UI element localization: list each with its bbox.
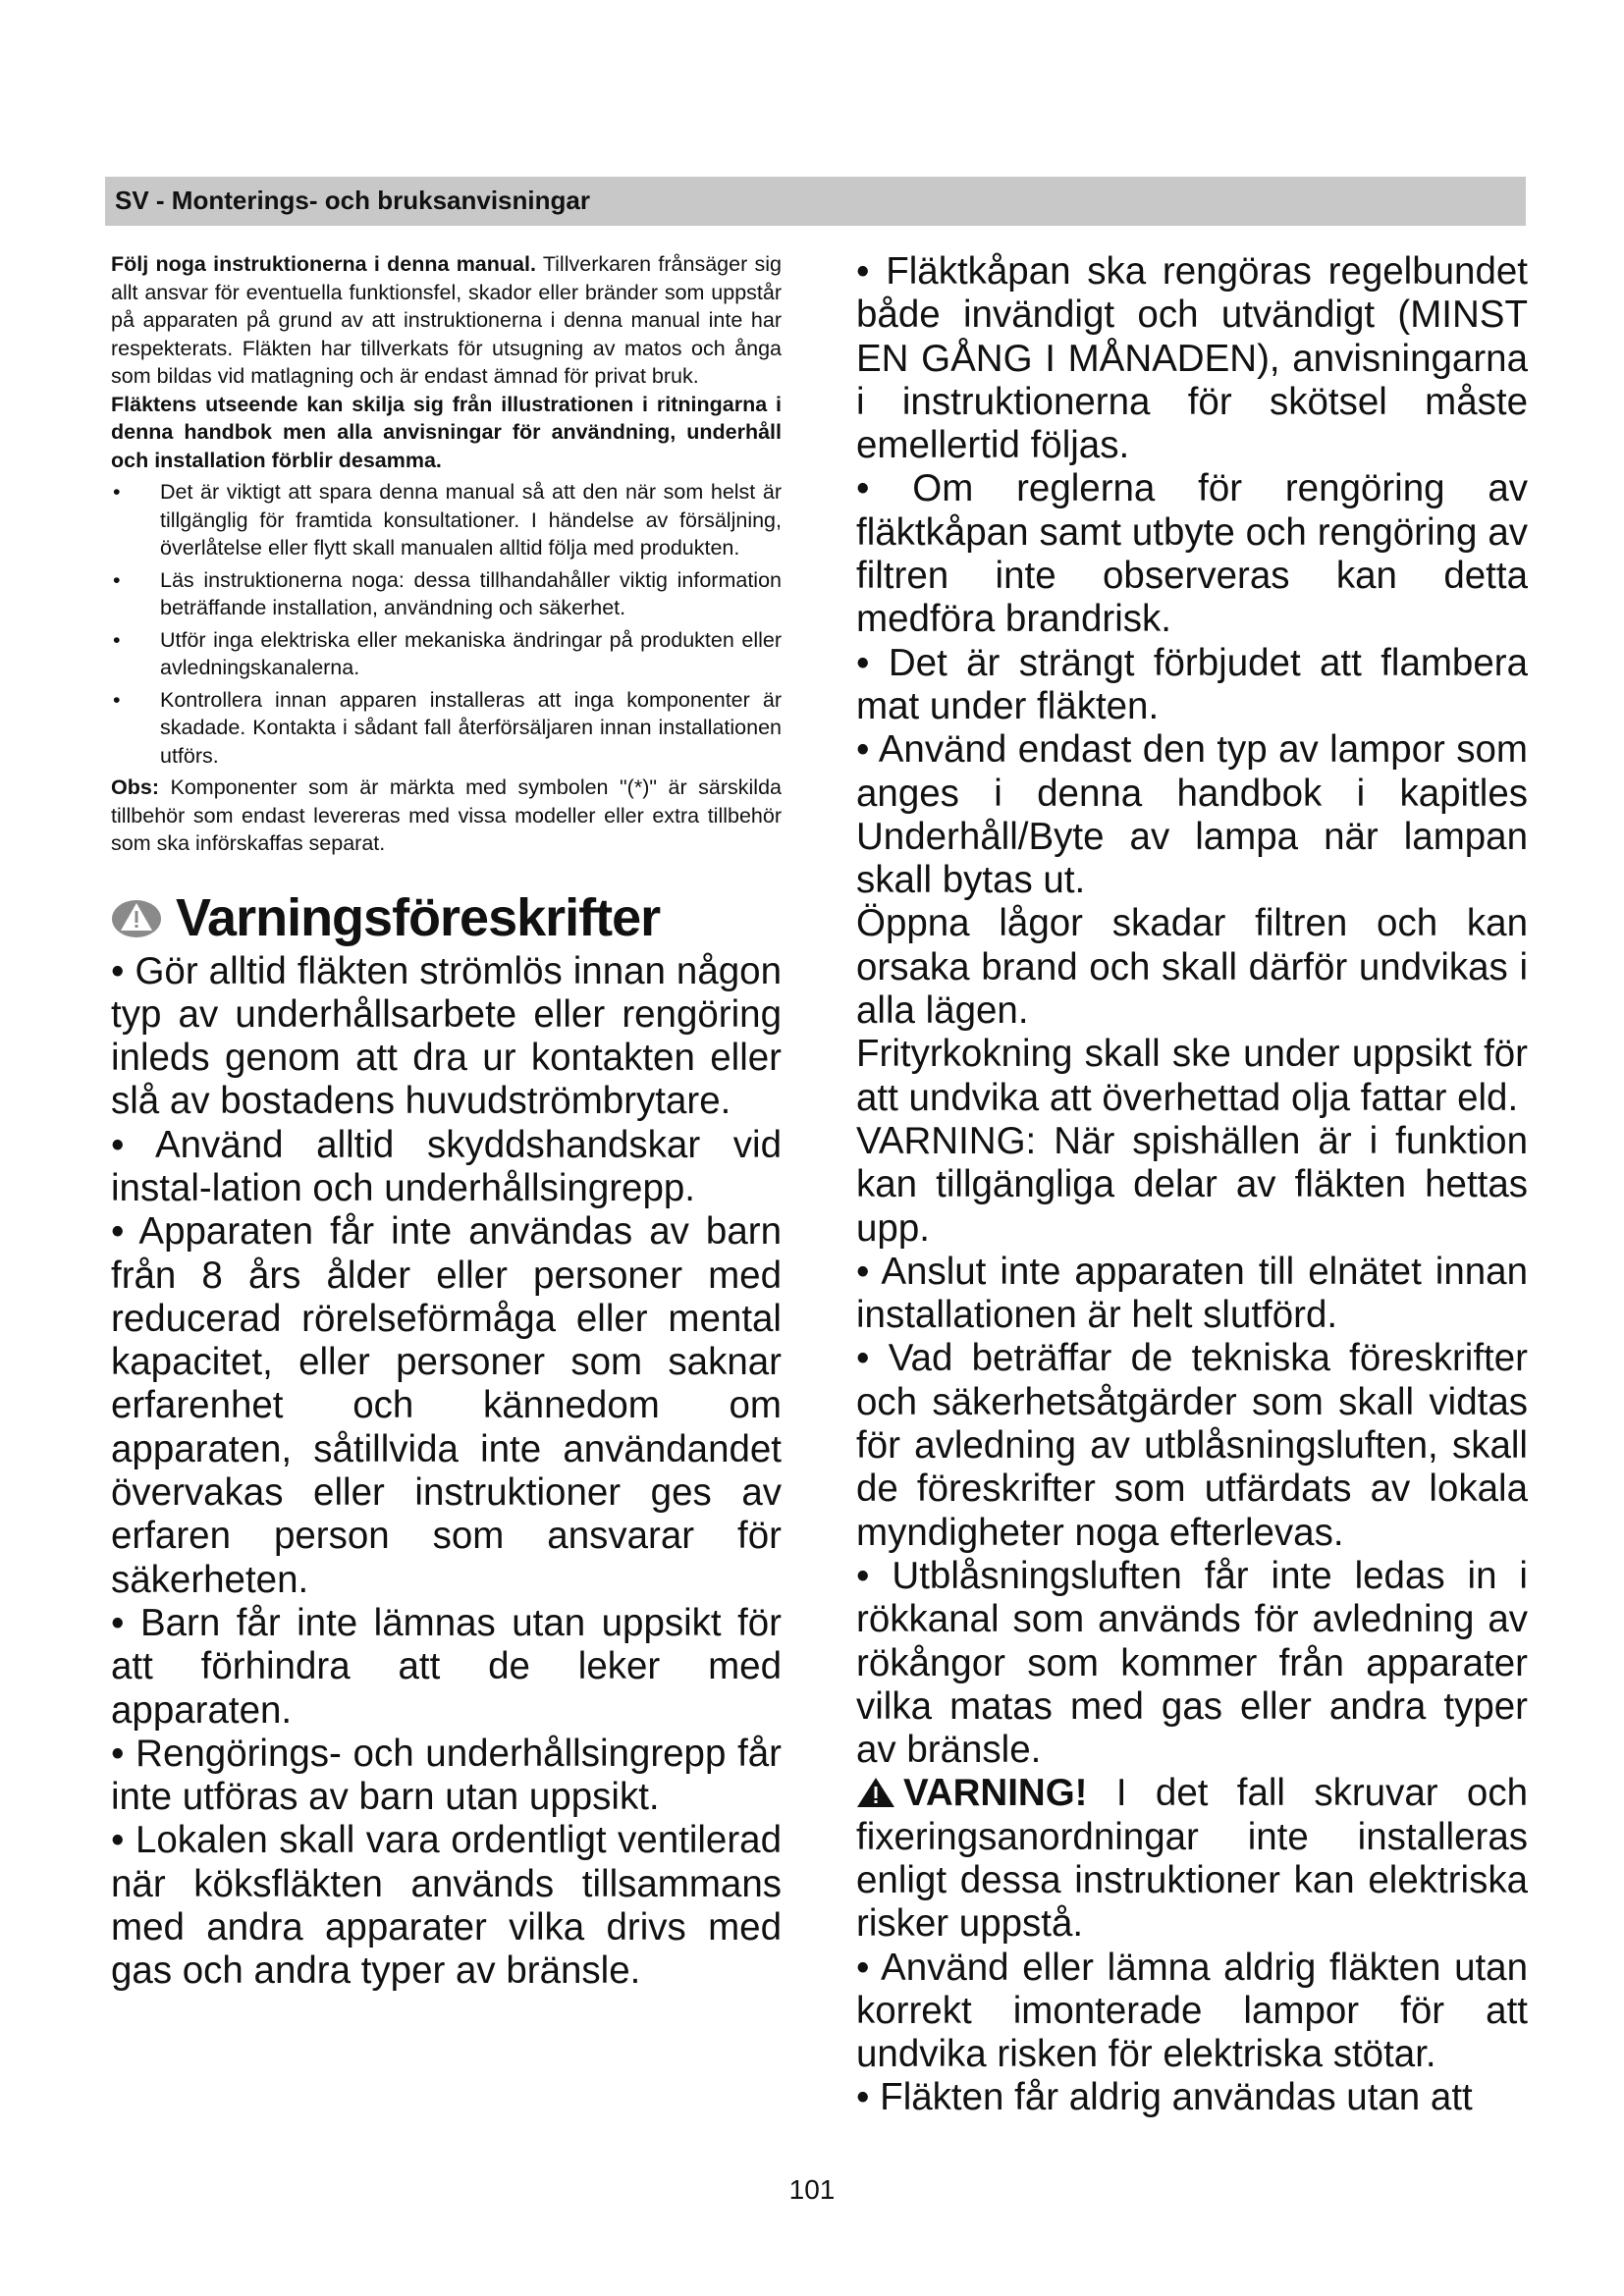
warning-item: • Apparaten får inte användas av barn från 8 års ålder eller personer med reducerad rörelseförmåga eller mental kapacitet, eller personer som saknar erfarenhet och kännedom om apparaten, såtillvida inte användandet övervakas eller instruktioner ges av erfaren person som ansvarar för säkerheten. (111, 1210, 782, 1601)
warning-item: • Vad beträffar de tekniska föreskrifter och säkerhetsåtgärder som skall vidtas för avledning av utblåsningsluften, skall de föreskrifter som utfärdats av lokala myndigheter noga efterlevas. (856, 1337, 1528, 1554)
warning-item: • Utblåsningsluften får inte ledas in i rökkanal som används för avledning av rökångor som kommer från apparater vilka matas med gas eller andra typer av bränsle. (856, 1554, 1528, 1772)
warning-item: • Använd alltid skyddshandskar vid instal-lation och underhållsingrepp. (111, 1123, 782, 1209)
warning-item: • Använd endast den typ av lampor som anges i denna handbok i kapitles Underhåll/Byte av lampa när lampan skall bytas ut. (856, 728, 1528, 902)
appearance-note: Fläktens utseende kan skilja sig från illustrationen i ritningarna i denna handbok men alla anvisningar för användning, underhåll och installation förblir desamma. (111, 392, 782, 472)
warning-item: Öppna lågor skadar filtren och kan orsaka brand och skall därför undvikas i alla lägen. (856, 902, 1528, 1033)
warning-item: • Fläkten får aldrig användas utan att (856, 2076, 1473, 2119)
warning-item: • Anslut inte apparaten till elnätet innan installationen är helt slutförd. (856, 1250, 1528, 1337)
intro-bullet (111, 566, 782, 622)
bullet-dot: • (113, 480, 121, 504)
intro-bullet-text: Det är viktigt att spara denna manual så att den när som helst är tillgänglig för framtida konsultationer. I händelse av försäljning, överlåtelse eller flytt skall manualen alltid följa med produkten. (160, 480, 782, 560)
section-header-bar (105, 177, 1526, 226)
warning-item: • Använd eller lämna aldrig fläkten utan korrekt imonterade lampor för att undvika risken för elektriska stötar. (856, 1946, 1528, 2076)
intro-text: Tillverkaren frånsäger sig allt ansvar för eventuella funktionsfel, skador eller bränder som uppstår på apparaten på grund av att instruktionerna i denna manual inte har respekterats. Fläkten har tillverkats för utsugning av matos och ånga som bildas vid matlagning och är endast ämnad för privat bruk. (111, 252, 782, 388)
varning-label: VARNING! (903, 1772, 1088, 1815)
warning-item: Frityrkokning skall ske under uppsikt för att undvika att överhettad olja fattar eld. (856, 1033, 1528, 1119)
bullet-dot: • (113, 687, 121, 712)
page-number: 101 (788, 2174, 836, 2205)
section-header-title: SV - Monterings- och bruksanvisningar (115, 186, 590, 215)
warning-item: • Det är strängt förbjudet att flambera mat under fläkten. (856, 641, 1528, 727)
intro-bullet-list (111, 478, 782, 770)
obs-note (111, 774, 782, 858)
obs-label: Obs: (111, 775, 159, 799)
right-column (856, 250, 1528, 2120)
warning-item: • Om reglerna för rengöring av fläktkåpan samt utbyte och rengöring av filtren inte observeras kan detta medföra brandrisk. (856, 467, 1528, 641)
intro-bullet (111, 478, 782, 562)
obs-text: Komponenter som är märkta med symbolen "(*)" är särskilda tillbehör som endast levereras med vissa modeller eller extra tillbehör som ska införskaffas separat. (111, 775, 782, 855)
intro-bullet-text: Utför inga elektriska eller mekaniska ändringar på produkten eller avledningskanalerna. (160, 627, 782, 679)
bullet-dot: • (113, 627, 121, 652)
warning-item: • Barn får inte lämnas utan uppsikt för att förhindra att de leker med apparaten. (111, 1601, 782, 1732)
intro-bullet (111, 686, 782, 771)
intro-bullet (111, 626, 782, 682)
intro-block (111, 250, 782, 858)
intro-paragraph (111, 250, 782, 391)
warning-item: • Gör alltid fläkten strömlös innan någon typ av underhållsarbete eller rengöring inleds genom att dra ur kontakten eller slå av bostadens huvudströmbrytare. (111, 949, 782, 1123)
left-column (111, 250, 782, 1994)
warning-triangle-icon (111, 897, 162, 938)
warning-item: • Fläktkåpan ska rengöras regelbundet både invändigt och utvändigt (MINST EN GÅNG I MÅNADEN), anvisningarna i instruktionerna för skötsel måste emellertid följas. (856, 250, 1528, 467)
varning-paragraph (856, 1772, 1528, 1946)
varning-text: I det fall skruvar och fixeringsanordningar inte installeras enligt dessa instruktioner kan elektriska risker uppstå. (856, 1772, 1528, 1946)
left-warning-list (111, 950, 782, 1994)
warning-triangle-icon (856, 1777, 895, 1808)
warning-item: • Lokalen skall vara ordentligt ventilerad när köksfläkten används tillsammans med andra apparater vilka drivs med gas och andra typer av bränsle. (111, 1819, 782, 1993)
intro-bullet-text: Läs instruktionerna noga: dessa tillhandahåller viktig information beträffande installation, användning och säkerhet. (160, 567, 782, 619)
intro-bold: Följ noga instruktionerna i denna manual. (111, 252, 536, 276)
bullet-dot: • (113, 567, 121, 592)
warning-item: VARNING: När spishällen är i funktion kan tillgängliga delar av fläkten hettas upp. (856, 1119, 1528, 1250)
warnings-heading (111, 885, 782, 950)
warnings-title: Varningsföreskrifter (176, 887, 661, 947)
intro-bullet-text: Kontrollera innan apparen installeras att inga komponenter är skadade. Kontakta i sådant fall återförsäljaren innan installationen utförs. (160, 687, 782, 768)
warning-item: • Rengörings- och underhållsingrepp får inte utföras av barn utan uppsikt. (111, 1732, 782, 1819)
